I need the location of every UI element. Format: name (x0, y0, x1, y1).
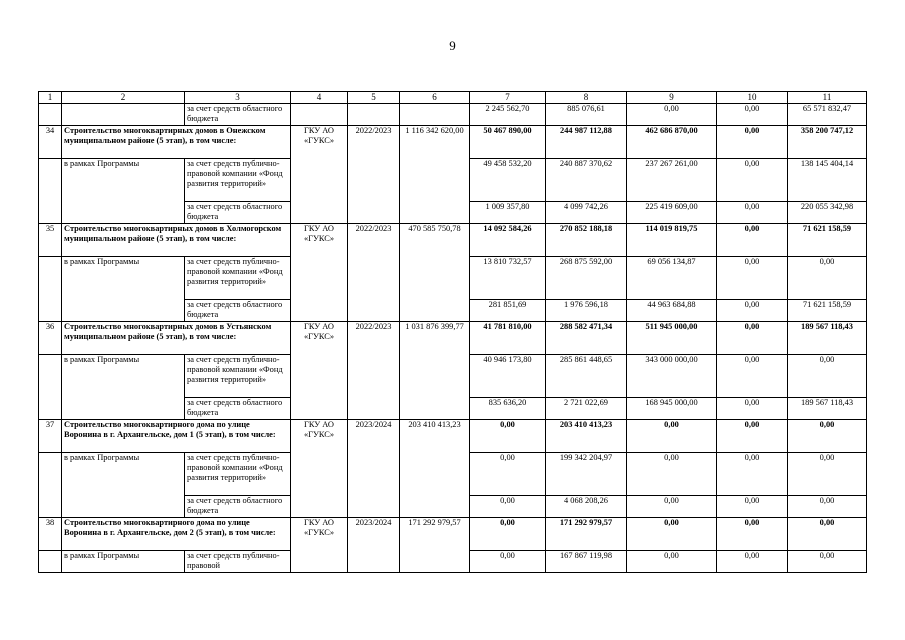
amount-cell: 0,00 (717, 518, 788, 551)
project-name: Строительство многоквартирных домов в Устьянском муниципальном районе (5 этап), в том числе: (62, 322, 291, 355)
source-label: за счет средств публично-правовой компании «Фонд развития территорий» (185, 257, 291, 300)
period-cell: 2022/2023 (348, 322, 400, 420)
amount-cell: 0,00 (717, 300, 788, 322)
amount-cell: 49 458 532,20 (470, 159, 546, 202)
cell-empty (62, 104, 185, 126)
amount-cell: 71 621 158,59 (788, 224, 867, 257)
column-header: 2 (62, 92, 185, 104)
amount-cell: 288 582 471,34 (546, 322, 627, 355)
page-number: 9 (449, 38, 456, 53)
amount-cell: 41 781 810,00 (470, 322, 546, 355)
amount-cell: 44 963 684,88 (627, 300, 717, 322)
amount-cell: 65 571 832,47 (788, 104, 867, 126)
amount-cell: 168 945 000,00 (627, 398, 717, 420)
program-label: в рамках Программы (62, 453, 185, 518)
row-number: 36 (39, 322, 62, 355)
period-cell: 2023/2024 (348, 518, 400, 573)
source-label: за счет средств публично-правовой компании «Фонд развития территорий» (185, 355, 291, 398)
amount-cell: 0,00 (717, 104, 788, 126)
column-header: 11 (788, 92, 867, 104)
source-label: за счет средств областного бюджета (185, 104, 291, 126)
amount-cell: 0,00 (717, 322, 788, 355)
amount-cell: 281 851,69 (470, 300, 546, 322)
customer-cell: ГКУ АО «ГУКС» (291, 518, 348, 573)
project-row (39, 420, 867, 453)
period-cell: 2022/2023 (348, 224, 400, 322)
column-header: 3 (185, 92, 291, 104)
amount-cell: 0,00 (788, 518, 867, 551)
row-number: 35 (39, 224, 62, 257)
project-row (39, 126, 867, 159)
amount-cell: 138 145 404,14 (788, 159, 867, 202)
amount-cell: 0,00 (627, 453, 717, 496)
column-header-row (39, 92, 867, 104)
amount-cell: 1 009 357,80 (470, 202, 546, 224)
amount-cell: 240 887 370,62 (546, 159, 627, 202)
amount-cell: 0,00 (470, 518, 546, 551)
amount-cell: 0,00 (788, 453, 867, 496)
amount-cell: 0,00 (627, 518, 717, 551)
customer-cell: ГКУ АО «ГУКС» (291, 420, 348, 518)
amount-cell: 462 686 870,00 (627, 126, 717, 159)
amount-cell: 0,00 (470, 453, 546, 496)
amount-cell: 343 000 000,00 (627, 355, 717, 398)
cell-empty (39, 257, 62, 322)
amount-cell: 0,00 (717, 496, 788, 518)
cell-empty (291, 104, 348, 126)
amount-cell: 244 987 112,88 (546, 126, 627, 159)
column-header: 9 (627, 92, 717, 104)
cell-empty (39, 355, 62, 420)
amount-cell: 13 810 732,57 (470, 257, 546, 300)
amount-cell: 14 092 584,26 (470, 224, 546, 257)
amount-cell: 4 068 208,26 (546, 496, 627, 518)
amount-cell: 225 419 609,00 (627, 202, 717, 224)
amount-cell: 885 076,61 (546, 104, 627, 126)
amount-cell: 237 267 261,00 (627, 159, 717, 202)
amount-cell: 0,00 (717, 355, 788, 398)
source-label: за счет средств публично-правовой компании «Фонд развития территорий» (185, 159, 291, 202)
amount-cell: 0,00 (470, 420, 546, 453)
amount-cell: 114 019 819,75 (627, 224, 717, 257)
source-label: за счет средств публично-правовой (185, 551, 291, 573)
amount-cell: 0,00 (717, 224, 788, 257)
row-number: 37 (39, 420, 62, 453)
amount-cell: 0,00 (717, 159, 788, 202)
amount-cell: 0,00 (470, 496, 546, 518)
amount-cell: 0,00 (788, 355, 867, 398)
amount-cell: 0,00 (627, 551, 717, 573)
amount-cell: 285 861 448,65 (546, 355, 627, 398)
amount-cell: 2 245 562,70 (470, 104, 546, 126)
amount-cell: 0,00 (717, 551, 788, 573)
amount-cell: 0,00 (788, 496, 867, 518)
source-label: за счет средств областного бюджета (185, 398, 291, 420)
cost-cell: 1 116 342 620,00 (400, 126, 470, 224)
cell-empty (39, 551, 62, 573)
budget-table (38, 91, 867, 573)
customer-cell: ГКУ АО «ГУКС» (291, 126, 348, 224)
customer-cell: ГКУ АО «ГУКС» (291, 224, 348, 322)
source-label: за счет средств областного бюджета (185, 202, 291, 224)
amount-cell: 69 056 134,87 (627, 257, 717, 300)
amount-cell: 0,00 (717, 453, 788, 496)
cell-empty (400, 104, 470, 126)
project-name: Строительство многоквартирного дома по улице Воронина в г. Архангельске, дом 1 (5 этап), в том числе: (62, 420, 291, 453)
amount-cell: 199 342 204,97 (546, 453, 627, 496)
project-row (39, 518, 867, 551)
amount-cell: 2 721 022,69 (546, 398, 627, 420)
amount-cell: 0,00 (788, 257, 867, 300)
amount-cell: 1 976 596,18 (546, 300, 627, 322)
project-row (39, 322, 867, 355)
column-header: 8 (546, 92, 627, 104)
amount-cell: 171 292 979,57 (546, 518, 627, 551)
amount-cell: 0,00 (627, 420, 717, 453)
amount-cell: 0,00 (470, 551, 546, 573)
column-header: 1 (39, 92, 62, 104)
amount-cell: 270 852 188,18 (546, 224, 627, 257)
cost-cell: 171 292 979,57 (400, 518, 470, 573)
amount-cell: 358 200 747,12 (788, 126, 867, 159)
amount-cell: 189 567 118,43 (788, 398, 867, 420)
amount-cell: 0,00 (788, 420, 867, 453)
column-header: 10 (717, 92, 788, 104)
row-number: 38 (39, 518, 62, 551)
amount-cell: 189 567 118,43 (788, 322, 867, 355)
program-label: в рамках Программы (62, 159, 185, 224)
amount-cell: 4 099 742,26 (546, 202, 627, 224)
amount-cell: 0,00 (717, 420, 788, 453)
cell-empty (39, 453, 62, 518)
amount-cell: 0,00 (627, 496, 717, 518)
period-cell: 2023/2024 (348, 420, 400, 518)
source-label: за счет средств публично-правовой компании «Фонд развития территорий» (185, 453, 291, 496)
table-row-continued (39, 104, 867, 126)
cell-empty (39, 104, 62, 126)
amount-cell: 40 946 173,80 (470, 355, 546, 398)
amount-cell: 0,00 (717, 202, 788, 224)
cell-empty (348, 104, 400, 126)
amount-cell: 0,00 (717, 257, 788, 300)
column-header: 7 (470, 92, 546, 104)
amount-cell: 0,00 (627, 104, 717, 126)
period-cell: 2022/2023 (348, 126, 400, 224)
cost-cell: 470 585 750,78 (400, 224, 470, 322)
amount-cell: 220 055 342,98 (788, 202, 867, 224)
amount-cell: 167 867 119,98 (546, 551, 627, 573)
cost-cell: 203 410 413,23 (400, 420, 470, 518)
customer-cell: ГКУ АО «ГУКС» (291, 322, 348, 420)
project-row (39, 224, 867, 257)
program-label: в рамках Программы (62, 551, 185, 573)
amount-cell: 268 875 592,00 (546, 257, 627, 300)
column-header: 4 (291, 92, 348, 104)
column-header: 5 (348, 92, 400, 104)
project-name: Строительство многоквартирного дома по улице Воронина в г. Архангельске, дом 2 (5 этап), в том числе: (62, 518, 291, 551)
program-label: в рамках Программы (62, 355, 185, 420)
amount-cell: 0,00 (788, 551, 867, 573)
row-number: 34 (39, 126, 62, 159)
amount-cell: 203 410 413,23 (546, 420, 627, 453)
program-label: в рамках Программы (62, 257, 185, 322)
amount-cell: 50 467 890,00 (470, 126, 546, 159)
amount-cell: 0,00 (717, 398, 788, 420)
amount-cell: 511 945 000,00 (627, 322, 717, 355)
cost-cell: 1 031 876 399,77 (400, 322, 470, 420)
project-name: Строительство многоквартирных домов в Онежском муниципальном районе (5 этап), в том числе: (62, 126, 291, 159)
amount-cell: 835 636,20 (470, 398, 546, 420)
cell-empty (39, 159, 62, 224)
amount-cell: 0,00 (717, 126, 788, 159)
source-label: за счет средств областного бюджета (185, 300, 291, 322)
amount-cell: 71 621 158,59 (788, 300, 867, 322)
source-label: за счет средств областного бюджета (185, 496, 291, 518)
column-header: 6 (400, 92, 470, 104)
project-name: Строительство многоквартирных домов в Холмогорском муниципальном районе (5 этап), в том числе: (62, 224, 291, 257)
